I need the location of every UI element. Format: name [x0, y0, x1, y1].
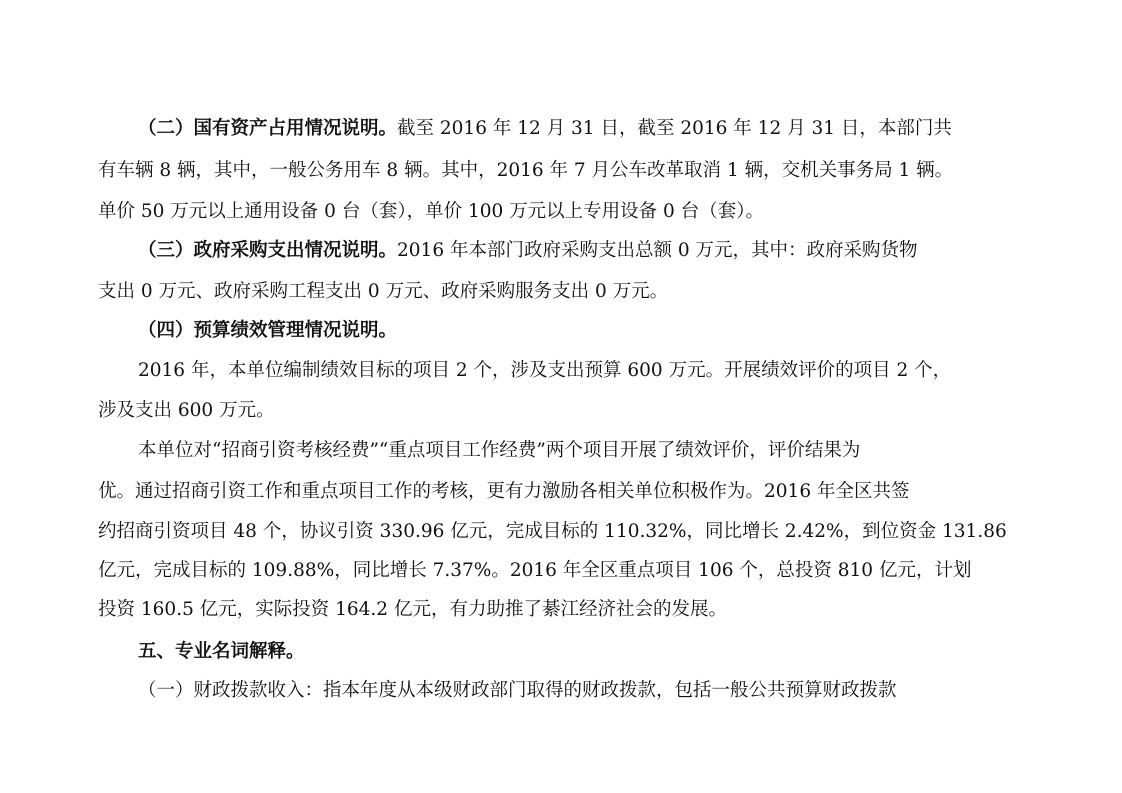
- section-3-line-2-text: 支出 0 万元、政府采购工程支出 0 万元、政府采购服务支出 0 万元。: [98, 281, 669, 302]
- section-5-heading: 五、专业名词解释。: [138, 641, 305, 662]
- section-4-para-1-line-2: [98, 391, 1022, 431]
- section-4-para-2-line-5: [98, 590, 1022, 630]
- section-3-line-1: [0, 231, 1015, 271]
- section-4-para-2-line-5-text: 投资 160.5 亿元，实际投资 164.2 亿元，有力助推了綦江经济社会的发展。: [98, 599, 727, 620]
- section-2-line-1: [0, 109, 1015, 149]
- section-3-line-1-text: 2016 年本部门政府采购支出总额 0 万元，其中：政府采购货物: [397, 240, 918, 261]
- section-4-para-2-line-4-text: 亿元，完成目标的 109.88%，同比增长 7.37%。2016 年全区重点项目 106 个，总投资 810 亿元，计划: [98, 560, 972, 581]
- section-4-para-2-line-1-text: 本单位对“招商引资考核经费”“重点项目工作经费”两个项目开展了绩效评价，评价结果为: [138, 440, 861, 461]
- section-4-para-2-line-1: [138, 431, 1022, 471]
- section-5-item-1-text: （一）财政拨款收入：指本年度从本级财政部门取得的财政拨款，包括一般公共预算财政拨款: [138, 680, 897, 701]
- section-2-line-2-text: 有车辆 8 辆，其中，一般公务用车 8 辆。其中，2016 年 7 月公车改革取消 1 辆，交机关事务局 1 辆。: [98, 160, 954, 181]
- section-4-para-1-line-1: [138, 351, 1022, 391]
- section-4-para-1-line-1-text: 2016 年，本单位编制绩效目标的项目 2 个，涉及支出预算 600 万元。开展绩效评价的项目 2 个，: [138, 360, 952, 381]
- section-3-line-2: [98, 272, 1022, 312]
- section-4-para-2-line-4: [98, 551, 1022, 591]
- section-4-para-2-line-3: [98, 512, 1022, 552]
- section-2-line-1-text: 截至 2016 年 12 月 31 日，截至 2016 年 12 月 31 日，本部门共: [397, 118, 952, 139]
- section-3-heading: （三）政府采购支出情况说明。: [138, 240, 398, 261]
- section-5-item-1-line: [138, 671, 1022, 711]
- section-2-line-3-text: 单价 50 万元以上通用设备 0 台（套），单价 100 万元以上专用设备 0 台（套）。: [98, 201, 764, 222]
- section-4-para-2-line-2-text: 优。通过招商引资工作和重点项目工作的考核，更有力激励各相关单位积极作为。2016 年全区共签: [98, 481, 910, 502]
- section-4-para-2-line-2: [98, 472, 1022, 512]
- section-4-para-2-line-3-text: 约招商引资项目 48 个，协议引资 330.96 亿元，完成目标的 110.32%，同比增长 2.42%，到位资金 131.86: [98, 521, 1007, 542]
- section-2-line-2: [98, 151, 1022, 191]
- section-4-heading-line: [138, 311, 1022, 351]
- section-2-line-3: [98, 192, 1022, 232]
- section-5-heading-line: [138, 632, 1022, 672]
- section-2-heading: （二）国有资产占用情况说明。: [138, 118, 398, 139]
- section-4-heading: （四）预算绩效管理情况说明。: [138, 320, 398, 341]
- section-4-para-1-line-2-text: 涉及支出 600 万元。: [98, 400, 275, 421]
